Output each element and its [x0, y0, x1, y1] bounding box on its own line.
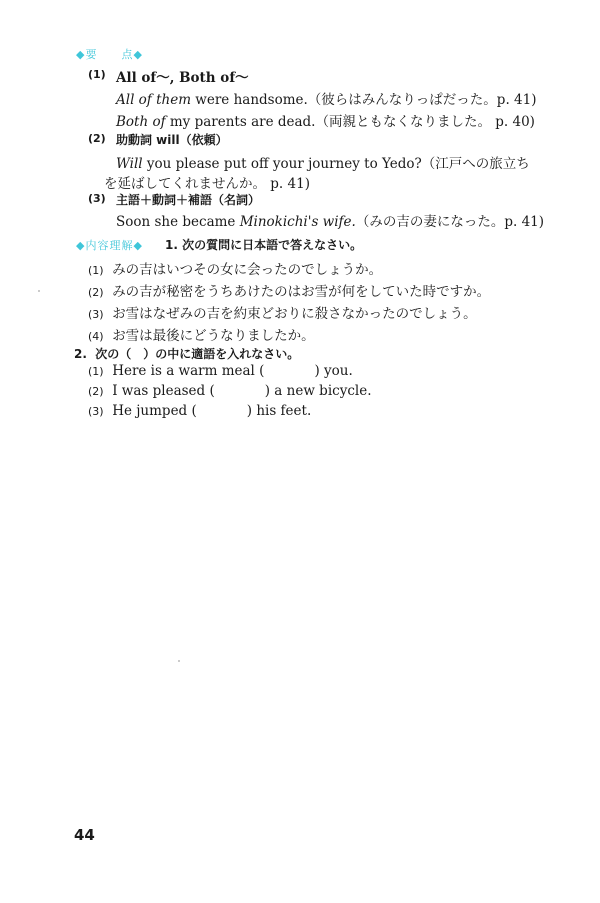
point-3-number: (3) [88, 192, 106, 205]
item-text-after: ) a new bicycle. [264, 383, 372, 399]
item-text-before: I was pleased ( [112, 383, 215, 399]
section-label-key-points: ◆要 点◆ [76, 48, 143, 61]
q2-item-2 [88, 383, 371, 399]
q1-item-1 [88, 258, 382, 278]
question-2-number: 2. [74, 347, 87, 361]
example-italic: All of them [116, 92, 192, 108]
point-1-number: (1) [88, 68, 106, 81]
item-text-before: Here is a warm meal ( [112, 363, 265, 379]
point-3-example [116, 210, 544, 230]
q1-item-3 [88, 302, 477, 322]
item-text-after: ) you. [314, 363, 353, 379]
example-italic: Both of [116, 114, 166, 130]
q2-item-3 [88, 403, 311, 419]
point-1-example-1 [116, 88, 536, 108]
item-number: (1) [88, 264, 104, 277]
item-text: お雪はなぜみの吉を約束どおりに殺さなかったのでしょう。 [112, 306, 477, 322]
item-number: (3) [88, 405, 104, 418]
question-1-prompt: 次の質問に日本語で答えなさい。 [182, 238, 363, 252]
example-italic: Minokichi's wife. [239, 214, 356, 230]
item-number: (3) [88, 308, 104, 321]
speck [38, 290, 40, 292]
item-text-before: He jumped ( [112, 403, 197, 419]
question-2-prompt: 次の（ ）の中に適語を入れなさい。 [95, 347, 300, 361]
point-2-example [116, 152, 530, 172]
point-2-example-continued: を延ばしてくれませんか。 p. 41) [104, 176, 310, 192]
question-2 [74, 345, 299, 362]
question-1 [165, 236, 362, 253]
section-label-comprehension: ◆内容理解◆ [76, 239, 143, 252]
example-italic: Will [116, 156, 143, 172]
item-number: (2) [88, 385, 104, 398]
page-number: 44 [74, 826, 95, 844]
q1-item-4 [88, 324, 315, 344]
speck [178, 660, 180, 662]
item-number: (4) [88, 330, 104, 343]
example-text: （みの吉の妻になった。p. 41) [355, 214, 545, 230]
example-text: Soon she became [116, 214, 240, 230]
q2-item-1 [88, 363, 353, 379]
item-text: みの吉はいつその女に会ったのでしょうか。 [112, 262, 383, 278]
item-number: (2) [88, 286, 104, 299]
example-text: my parents are dead.（両親ともなくなりました。 p. 40) [165, 114, 535, 130]
question-1-number: 1. [165, 238, 178, 252]
example-text: you please put off your journey to Yedo?（江戸への旅立ち [142, 156, 530, 172]
item-text-after: ) his feet. [246, 403, 312, 419]
point-2-heading: 助動詞 will（依頼） [116, 133, 228, 147]
q1-item-2 [88, 280, 490, 300]
point-1-example-2 [116, 110, 535, 130]
item-text: みの吉が秘密をうちあけたのはお雪が何をしていた時ですか。 [112, 284, 491, 300]
item-number: (1) [88, 365, 104, 378]
point-3-heading: 主語＋動詞＋補語（名詞） [116, 193, 261, 207]
example-text: were handsome.（彼らはみんなりっぱだった。p. 41) [191, 92, 537, 108]
point-1-heading: All of～, Both of～ [116, 70, 249, 86]
point-2-number: (2) [88, 132, 106, 145]
item-text: お雪は最後にどうなりましたか。 [112, 328, 315, 344]
